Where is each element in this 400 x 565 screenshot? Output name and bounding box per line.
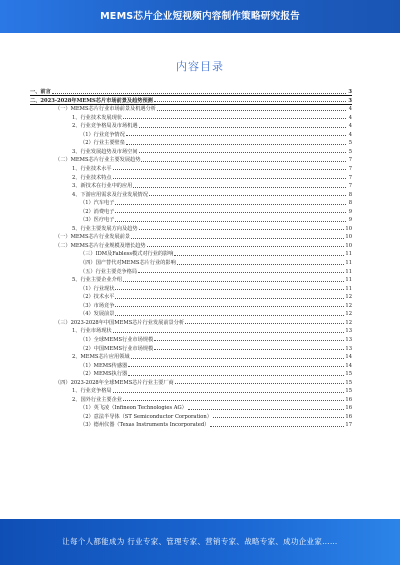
toc-entry-text: （1）行业竞争情况	[80, 131, 125, 138]
toc-leader-dots	[115, 315, 344, 316]
toc-leader-dots	[175, 383, 345, 384]
toc-leader-dots	[188, 409, 345, 410]
toc-page-number: 4	[348, 131, 352, 138]
toc-page-number: 7	[348, 157, 352, 164]
toc-entry-text: 2、MEMS芯片应用领域	[72, 354, 130, 361]
toc-entry-text: （2）行业主要壁垒	[80, 140, 125, 147]
toc-leader-dots	[185, 323, 344, 324]
toc-entry-text: （三）2023-2028年中国MEMS芯片行业发展前景分析	[55, 319, 185, 326]
toc-page-number: 13	[345, 345, 352, 352]
toc-leader-dots	[131, 238, 344, 239]
toc-leader-dots	[157, 110, 346, 111]
toc-page-number: 11	[345, 285, 352, 292]
toc-entry-text: （3）市场竞争	[80, 302, 115, 309]
footer-slogan: 让每个人都能成为 行业专家、管理专家、营销专家、战略专家、成功企业家……	[62, 537, 338, 546]
toc-entry-text: （一）MEMS芯片行业发展前景	[55, 234, 131, 241]
toc-page-number: 15	[345, 388, 352, 395]
toc-page-number: 11	[345, 260, 352, 266]
toc-page-number: 16	[345, 413, 352, 420]
toc-leader-dots	[126, 135, 346, 136]
toc-leader-dots	[154, 101, 346, 102]
toc-entry-text: 2、行业技术特点	[72, 174, 112, 181]
toc-page-number: 10	[345, 242, 352, 249]
toc-leader-dots	[123, 281, 344, 282]
toc-leader-dots	[210, 426, 344, 427]
toc-page-number: 3	[348, 89, 352, 95]
toc-entry-text: 5、行业主要企业介绍	[72, 277, 122, 284]
toc-entry-text: 3、行业发展趋势及市场空间	[72, 148, 138, 155]
toc-leader-dots	[138, 272, 344, 273]
toc-leader-dots	[147, 246, 345, 247]
toc-entry-text: （2）消费电子	[80, 208, 115, 215]
toc-page-number: 12	[345, 294, 352, 301]
toc-entry-text: （五）行业主要竞争格局	[80, 268, 138, 275]
toc-entry-text: 二、2023-2028年MEMS芯片市场前景及趋势预测	[30, 97, 153, 104]
toc-page-number: 14	[345, 354, 352, 361]
toc-leader-dots	[126, 144, 346, 145]
report-title: MEMS芯片企业短视频内容制作策略研究报告	[100, 11, 300, 22]
toc-leader-dots	[52, 93, 346, 94]
toc-leader-dots	[141, 161, 346, 162]
toc-entry-text: 1、行业技术水平	[72, 165, 112, 172]
toc-entry-text: （2）意法半导体（ST Semiconductor Corporation）	[80, 413, 212, 420]
toc-page-number: 12	[345, 319, 352, 326]
toc-page-number: 5	[348, 148, 352, 155]
toc-page-number: 4	[348, 106, 352, 113]
toc-page-number: 12	[345, 302, 352, 309]
toc-entry-text: 3、新技术在行业中的应用	[72, 183, 133, 190]
toc-leader-dots	[131, 358, 345, 359]
toc-page-number: 13	[345, 328, 352, 335]
toc-leader-dots	[115, 212, 346, 213]
toc-leader-dots	[113, 169, 346, 170]
toc-leader-dots	[113, 332, 345, 333]
toc-leader-dots	[115, 221, 346, 222]
toc-leader-dots	[149, 195, 346, 196]
toc-leader-dots	[128, 366, 344, 367]
toc-page-number: 7	[348, 183, 352, 190]
toc-page-number: 12	[345, 311, 352, 318]
toc-page-number: 9	[348, 208, 352, 215]
toc-entry-text: 1、行业竞争格局	[72, 388, 112, 395]
toc-page-number: 11	[345, 277, 352, 284]
toc-entry-text: 一、前言	[30, 89, 51, 95]
toc-entry-text: （四）2023-2028年全球MEMS芯片行业主要厂商	[55, 379, 174, 386]
toc-heading: 内容目录	[176, 60, 224, 73]
toc-entry-text: （1）全球MEMS行业市场规模	[80, 336, 154, 343]
toc-leader-dots	[154, 340, 344, 341]
toc-page-number: 14	[345, 362, 352, 369]
toc-leader-dots	[115, 204, 346, 205]
toc-entry-text: （四）国产替代对MEMS芯片行业的影响	[80, 260, 176, 266]
toc-leader-dots	[154, 349, 344, 350]
toc-leader-dots	[113, 178, 346, 179]
toc-page-number: 13	[345, 336, 352, 343]
toc-entry-text: （一）MEMS芯片行业市场前景及机遇分析	[55, 106, 156, 113]
toc-page-number: 17	[345, 422, 352, 429]
toc-page-number: 15	[345, 371, 352, 378]
toc-entry-text: （1）行业现状	[80, 285, 115, 292]
toc-page-number: 11	[345, 268, 352, 275]
toc-page-number: 8	[348, 200, 352, 207]
toc-leader-dots	[139, 127, 346, 128]
toc-page-number: 16	[345, 396, 352, 403]
toc-leader-dots	[139, 152, 346, 153]
toc-entry-text: （二）MEMS芯片行业规模及增长趋势	[55, 242, 146, 249]
toc-page-number: 10	[345, 234, 352, 241]
toc-leader-dots	[123, 118, 346, 119]
toc-entry-text: （2）中国MEMS行业市场规模	[80, 345, 154, 352]
toc-page-number: 3	[348, 97, 352, 104]
toc-page-number: 7	[348, 165, 352, 172]
toc-leader-dots	[123, 400, 344, 401]
toc-leader-dots	[128, 375, 344, 376]
toc-entry-text: （4）发展前景	[80, 311, 115, 318]
page-header	[0, 0, 400, 33]
toc-page-number: 8	[348, 191, 352, 198]
toc-page-number: 7	[348, 174, 352, 181]
toc-leader-dots	[174, 255, 344, 256]
toc-page-number: 15	[345, 379, 352, 386]
toc-entry-text: 2、行业竞争格局及市场机遇	[72, 123, 138, 130]
toc-entry-text: （二）MEMS芯片行业主要发展趋势	[55, 157, 141, 164]
toc-leader-dots	[115, 306, 344, 307]
toc-entry-text: （1）MEMS传感器	[80, 362, 128, 369]
toc-leader-dots	[115, 289, 344, 290]
toc-page-number: 16	[345, 405, 352, 412]
toc-entry-text: 5、行业主要发展方向及趋势	[72, 225, 138, 232]
toc-entry-text: 1、行业技术发展现状	[72, 114, 122, 121]
toc-entry-text: （3）德州仪器（Texas Instruments Incorporated）	[80, 422, 210, 429]
toc-entry-text: 1、行业市场现状	[72, 328, 112, 335]
toc-page-number: 4	[348, 114, 352, 121]
toc-entry-text: 2、国外行业主要企业	[72, 396, 122, 403]
toc-leader-dots	[133, 187, 346, 188]
toc-entry-text: （2）技术水平	[80, 294, 115, 301]
toc-entry-text: （1）英飞凌（Infineon Technologies AG）	[80, 405, 187, 412]
toc-page-number: 9	[348, 217, 352, 224]
toc-entry-text: 4、下游应用需求及行业发展情况	[72, 191, 148, 198]
toc-entry-text: （3）医疗电子	[80, 217, 115, 224]
toc-page-number: 10	[345, 225, 352, 232]
toc-leader-dots	[115, 298, 344, 299]
toc-leader-dots	[177, 264, 345, 265]
toc-entry-text: （三）IDM及Fabless模式对行业的影响	[80, 251, 174, 258]
toc-leader-dots	[213, 417, 344, 418]
toc-page-number: 5	[348, 140, 352, 147]
toc-entry[interactable]	[80, 419, 352, 428]
toc-leader-dots	[113, 392, 345, 393]
toc-page-number: 4	[348, 123, 352, 130]
toc-page-number: 11	[345, 251, 352, 258]
toc-leader-dots	[139, 229, 345, 230]
toc-entry-text: （1）汽车电子	[80, 200, 115, 207]
toc-entry-text: （2）MEMS执行器	[80, 371, 128, 378]
